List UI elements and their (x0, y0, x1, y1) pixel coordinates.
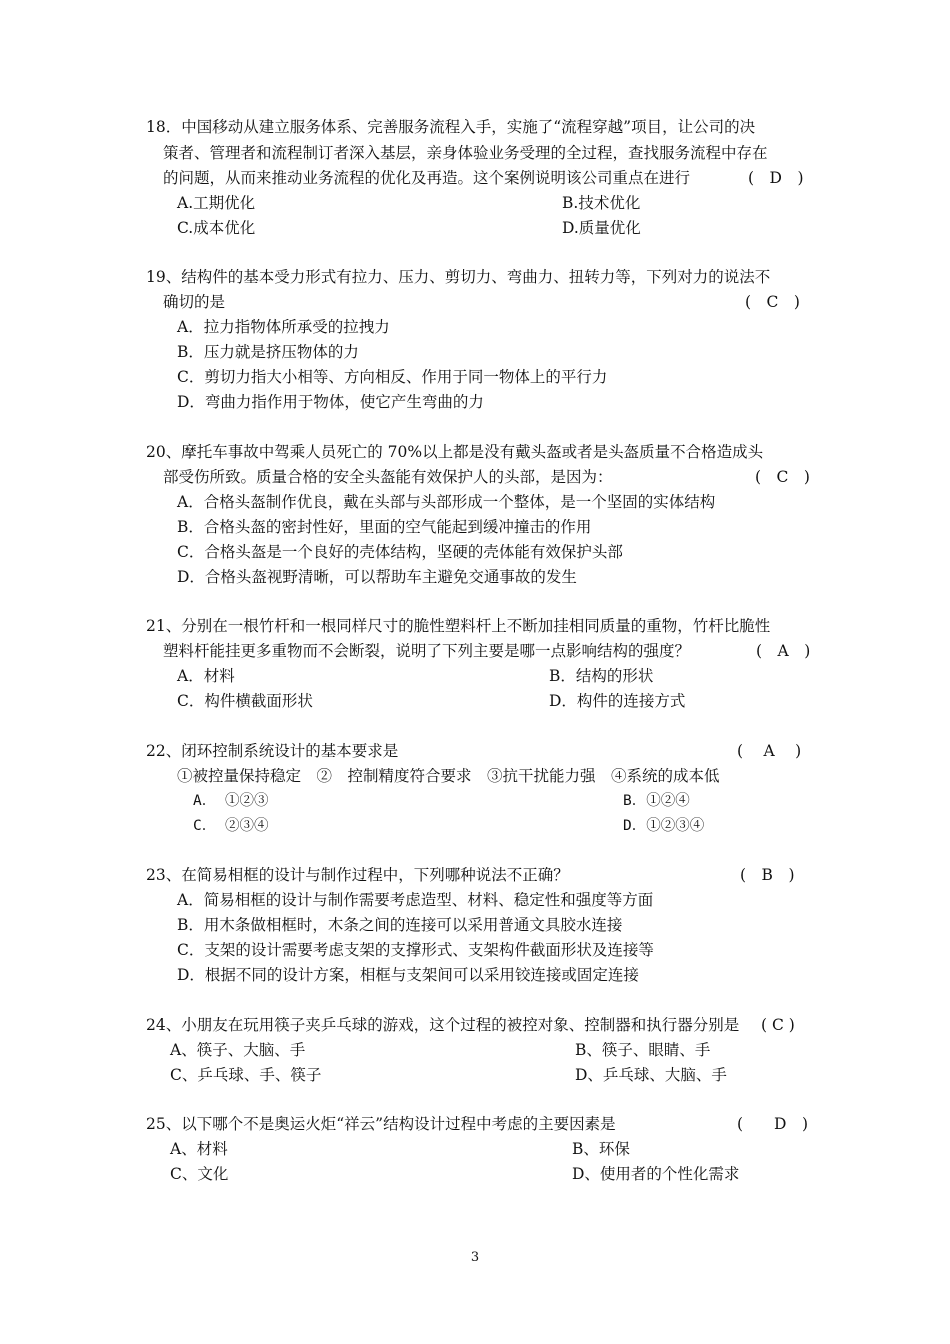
q21-option-b: B．结构的形状 (549, 667, 654, 685)
q24-option-d: D、乒乓球、大脑、手 (575, 1066, 727, 1084)
q24-answer: ( C ) (761, 1016, 795, 1034)
q24-option-b: B、筷子、眼睛、手 (575, 1041, 711, 1059)
q20-option-a: A．合格头盔制作优良，戴在头部与头部形成一个整体，是一个坚固的实体结构 (177, 493, 716, 511)
q18-stem-line3: 的问题，从而来推动业务流程的优化及再造。这个案例说明该公司重点在进行 (163, 169, 691, 187)
q24-option-c: C、乒乓球、手、筷子 (170, 1066, 322, 1084)
q21-stem-line1: 21、分别在一根竹杆和一根同样尺寸的脆性塑料杆上不断加挂相同质量的重物，竹杆比脆性 (146, 617, 771, 635)
q22-option-d: D．①②③④ (623, 818, 705, 834)
q18-stem-line2: 策者、管理者和流程制订者深入基层，亲身体验业务受理的全过程，查找服务流程中存在 (163, 144, 768, 162)
q18-option-d: D.质量优化 (562, 219, 641, 237)
q19-stem-line1: 19、结构件的基本受力形式有拉力、压力、剪切力、弯曲力、扭转力等，下列对力的说法不 (146, 268, 771, 286)
q20-stem-line1: 20、摩托车事故中驾乘人员死亡的 70%以上都是没有戴头盔或者是头盔质量不合格造成头 (146, 443, 764, 461)
q18-option-c: C.成本优化 (177, 219, 256, 237)
q24-stem-line1: 24、小朋友在玩用筷子夹乒乓球的游戏，这个过程的被控对象、控制器和执行器分别是 (146, 1016, 740, 1034)
q23-stem-line1: 23、在简易相框的设计与制作过程中，下列哪种说法不正确？ (146, 866, 569, 884)
q25-stem-line1: 25、以下哪个不是奥运火炬“祥云”结构设计过程中考虑的主要因素是 (146, 1115, 616, 1133)
q19-stem-line2: 确切的是 (163, 293, 226, 311)
q21-option-d: D．构件的连接方式 (549, 692, 686, 710)
q20-answer: ( C ) (755, 468, 810, 486)
q24-option-a: A、筷子、大脑、手 (170, 1041, 306, 1059)
q22-answer: ( A ) (737, 742, 802, 760)
q23-option-d: D．根据不同的设计方案，相框与支架间可以采用铰连接或固定连接 (177, 966, 639, 984)
q18-answer: ( D ) (748, 169, 804, 187)
q22-option-b: B．①②④ (623, 793, 690, 809)
q18-stem-line1: 18．中国移动从建立服务体系、完善服务流程入手，实施了“流程穿越”项目，让公司的决 (146, 118, 756, 136)
q22-option-c: C． ②③④ (193, 818, 269, 834)
q22-items: ①被控量保持稳定 ② 控制精度符合要求 ③抗干扰能力强 ④系统的成本低 (177, 767, 720, 785)
q25-answer: ( D ) (737, 1115, 809, 1133)
q23-option-c: C．支架的设计需要考虑支架的支撑形式、支架构件截面形状及连接等 (177, 941, 654, 959)
q21-stem-line2: 塑料杆能挂更多重物而不会断裂，说明了下列主要是哪一点影响结构的强度？ (163, 642, 691, 660)
q23-answer: ( B ) (740, 866, 795, 884)
q22-option-a: A． ①②③ (193, 793, 269, 809)
q20-stem-line2: 部受伤所致。质量合格的安全头盔能有效保护人的头部，是因为： (163, 468, 613, 486)
q20-option-b: B．合格头盔的密封性好，里面的空气能起到缓冲撞击的作用 (177, 518, 592, 536)
q19-option-d: D．弯曲力指作用于物体，使它产生弯曲的力 (177, 393, 484, 411)
q25-option-c: C、文化 (170, 1165, 229, 1183)
q25-option-a: A、材料 (170, 1140, 228, 1158)
q25-option-b: B、环保 (572, 1140, 630, 1158)
q22-stem-line1: 22、闭环控制系统设计的基本要求是 (146, 742, 399, 760)
q19-option-c: C．剪切力指大小相等、方向相反、作用于同一物体上的平行力 (177, 368, 608, 386)
q21-answer: ( A ) (756, 642, 811, 660)
q21-option-c: C．构件横截面形状 (177, 692, 313, 710)
q23-option-a: A．简易相框的设计与制作需要考虑造型、材料、稳定性和强度等方面 (177, 891, 654, 909)
q19-option-b: B．压力就是挤压物体的力 (177, 343, 359, 361)
q18-option-a: A.工期优化 (177, 194, 256, 212)
q18-option-b: B.技术优化 (562, 194, 641, 212)
q21-option-a: A．材料 (177, 667, 235, 685)
q25-option-d: D、使用者的个性化需求 (572, 1165, 740, 1183)
q20-option-d: D．合格头盔视野清晰，可以帮助车主避免交通事故的发生 (177, 568, 577, 586)
page-number: 3 (470, 1250, 480, 1265)
q19-option-a: A．拉力指物体所承受的拉拽力 (177, 318, 390, 336)
q19-answer: ( C ) (745, 293, 800, 311)
q23-option-b: B．用木条做相框时，木条之间的连接可以采用普通文具胶水连接 (177, 916, 623, 934)
q20-option-c: C．合格头盔是一个良好的壳体结构，坚硬的壳体能有效保护头部 (177, 543, 623, 561)
